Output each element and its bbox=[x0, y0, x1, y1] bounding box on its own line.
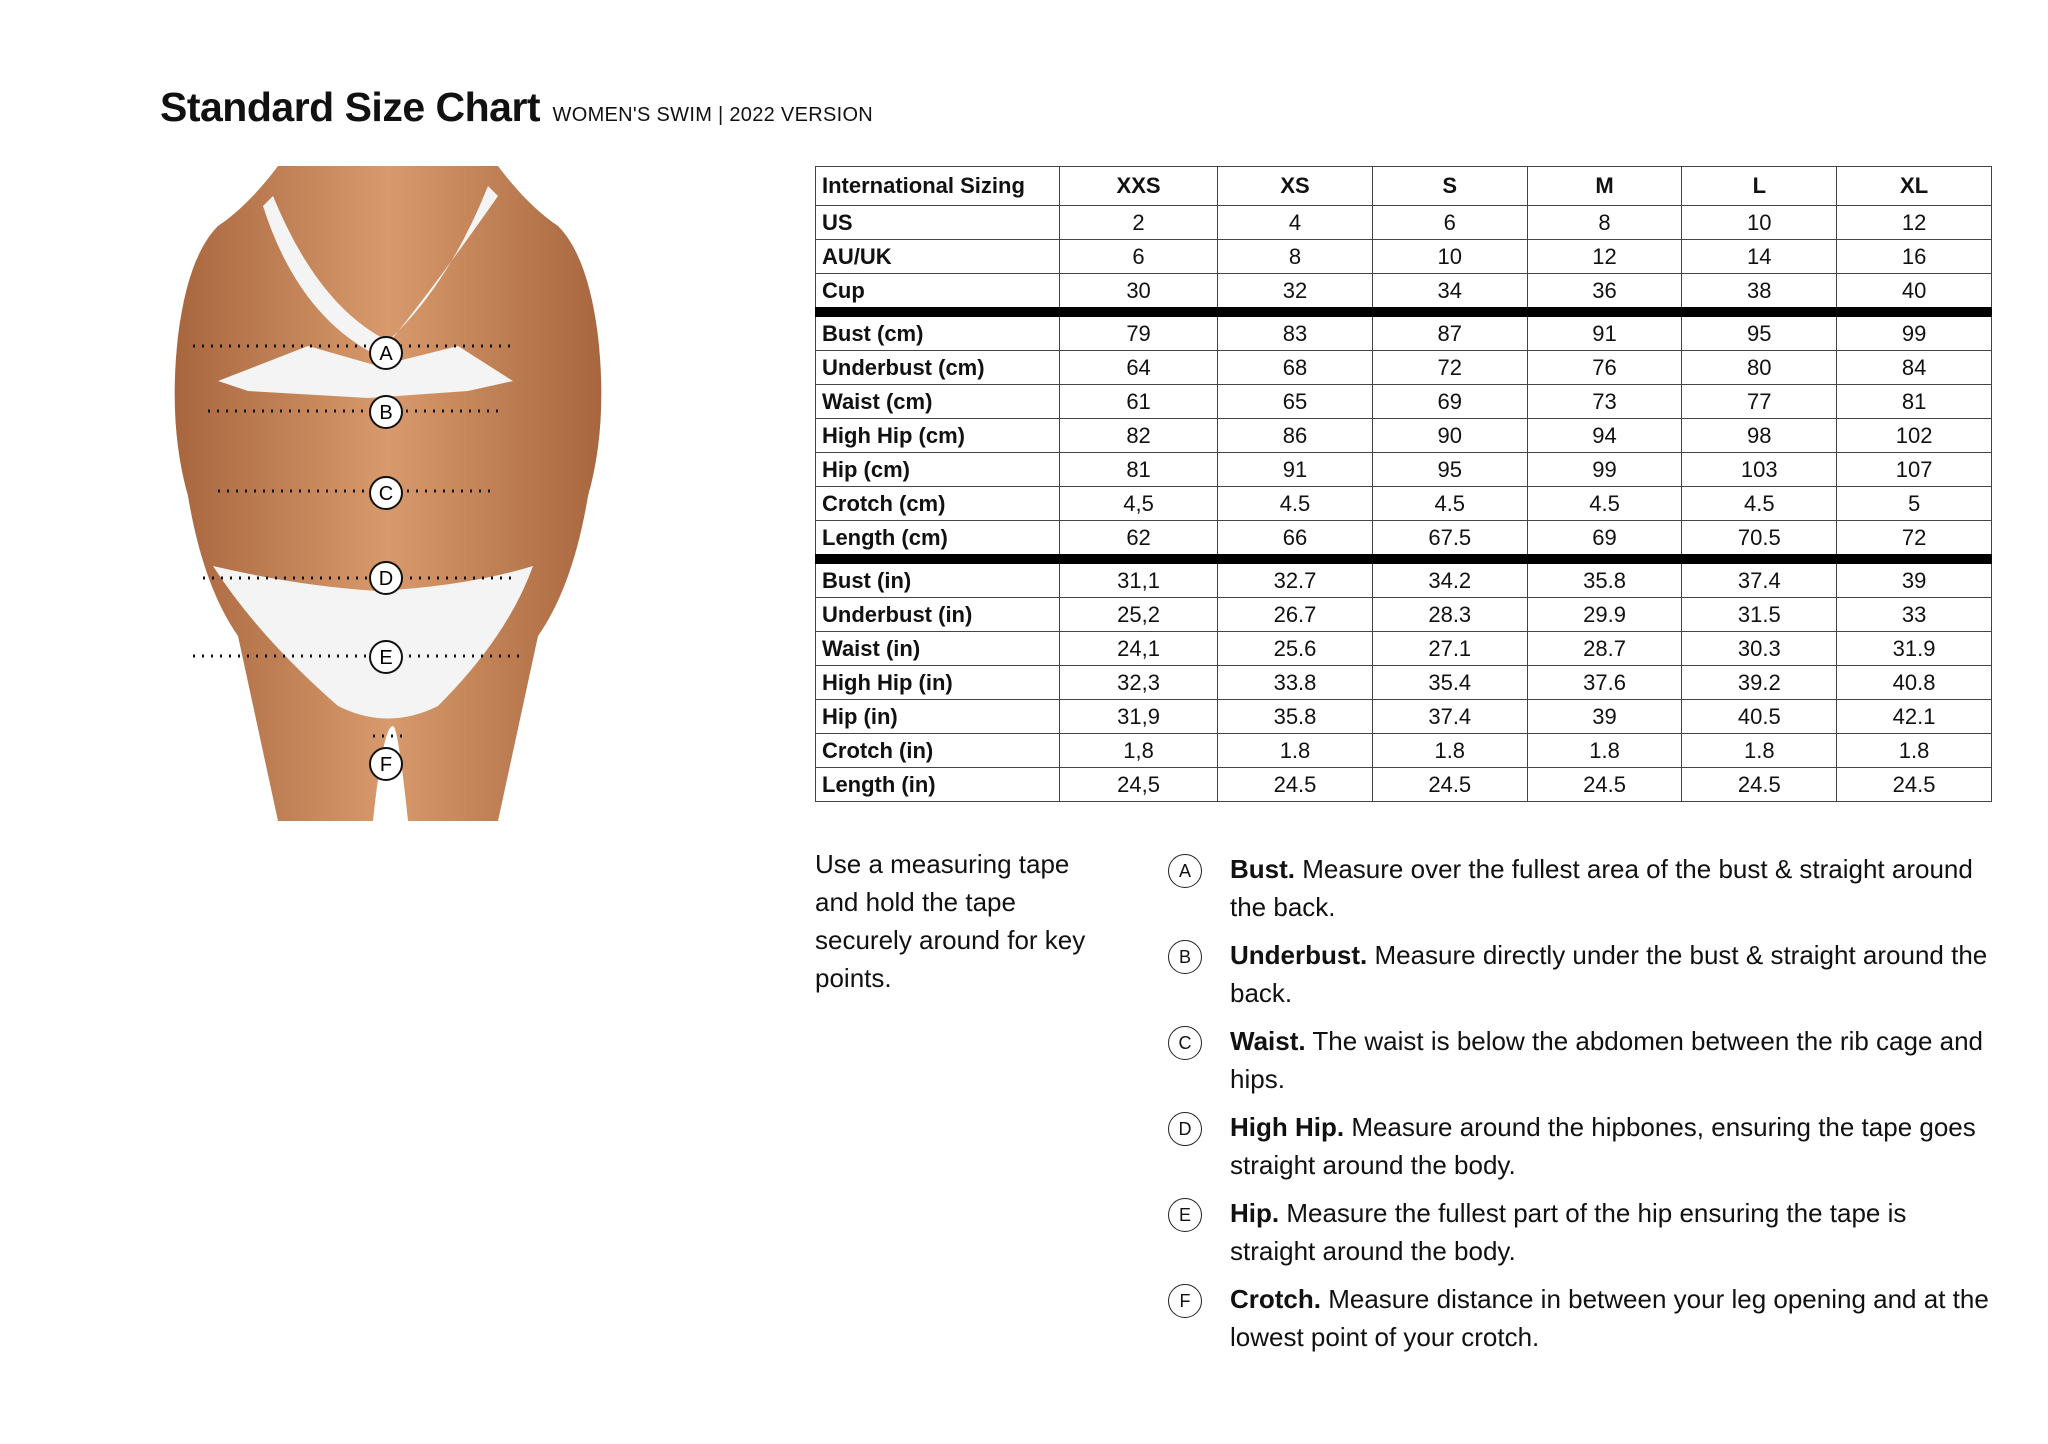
table-cell: 31,1 bbox=[1060, 559, 1218, 598]
table-cell: 35.8 bbox=[1527, 559, 1682, 598]
legend-item bbox=[1168, 850, 1998, 926]
table-cell: 81 bbox=[1837, 385, 1992, 419]
table-cell: 83 bbox=[1218, 312, 1373, 351]
svg-text:E: E bbox=[379, 647, 393, 669]
table-cell: 99 bbox=[1837, 312, 1992, 351]
legend-text: Measure distance in between your leg opening and at the lowest point of your crotch. bbox=[1230, 1284, 1989, 1352]
table-row bbox=[816, 274, 1992, 313]
marker-circle-icon: A bbox=[1168, 854, 1202, 888]
row-label: Length (cm) bbox=[816, 521, 1060, 560]
table-row bbox=[816, 559, 1992, 598]
row-label: Waist (in) bbox=[816, 632, 1060, 666]
table-cell: 40.8 bbox=[1837, 666, 1992, 700]
table-row bbox=[816, 734, 1992, 768]
column-header: XXS bbox=[1060, 167, 1218, 206]
title-subtitle: WOMEN'S SWIM | 2022 VERSION bbox=[552, 104, 874, 126]
row-label: Waist (cm) bbox=[816, 385, 1060, 419]
row-label: Bust (in) bbox=[816, 559, 1060, 598]
svg-text:B: B bbox=[379, 402, 393, 424]
legend-text: The waist is below the abdomen between the rib cage and hips. bbox=[1230, 1026, 1984, 1094]
legend-text: Measure around the hipbones, ensuring the tape goes straight around the body. bbox=[1230, 1112, 1976, 1180]
table-cell: 98 bbox=[1682, 419, 1837, 453]
marker-d bbox=[370, 562, 402, 594]
row-label: Hip (in) bbox=[816, 700, 1060, 734]
table-row bbox=[816, 351, 1992, 385]
row-label: Bust (cm) bbox=[816, 312, 1060, 351]
table-cell: 66 bbox=[1218, 521, 1373, 560]
table-cell: 31,9 bbox=[1060, 700, 1218, 734]
table-cell: 37.4 bbox=[1372, 700, 1527, 734]
table-cell: 62 bbox=[1060, 521, 1218, 560]
table-cell: 16 bbox=[1837, 240, 1992, 274]
table-cell: 82 bbox=[1060, 419, 1218, 453]
marker-b bbox=[370, 396, 402, 428]
table-cell: 79 bbox=[1060, 312, 1218, 351]
table-cell: 38 bbox=[1682, 274, 1837, 313]
legend-term: Bust. bbox=[1230, 854, 1295, 884]
table-cell: 90 bbox=[1372, 419, 1527, 453]
legend-term: Crotch. bbox=[1230, 1284, 1321, 1314]
table-cell: 39 bbox=[1527, 700, 1682, 734]
table-cell: 1,8 bbox=[1060, 734, 1218, 768]
table-cell: 84 bbox=[1837, 351, 1992, 385]
table-cell: 65 bbox=[1218, 385, 1373, 419]
table-cell: 30.3 bbox=[1682, 632, 1837, 666]
table-cell: 1.8 bbox=[1218, 734, 1373, 768]
table-cell: 103 bbox=[1682, 453, 1837, 487]
table-header-row bbox=[816, 167, 1992, 206]
table-cell: 61 bbox=[1060, 385, 1218, 419]
table-cell: 35.4 bbox=[1372, 666, 1527, 700]
table-cell: 24,5 bbox=[1060, 768, 1218, 802]
table-cell: 1.8 bbox=[1837, 734, 1992, 768]
column-header: M bbox=[1527, 167, 1682, 206]
svg-text:C: C bbox=[378, 483, 394, 505]
table-cell: 4,5 bbox=[1060, 487, 1218, 521]
table-cell: 24,1 bbox=[1060, 632, 1218, 666]
table-row bbox=[816, 312, 1992, 351]
marker-c bbox=[370, 477, 402, 509]
legend-text: Measure over the fullest area of the bust & straight around the back. bbox=[1230, 854, 1973, 922]
table-row bbox=[816, 240, 1992, 274]
table-cell: 40 bbox=[1837, 274, 1992, 313]
table-cell: 70.5 bbox=[1682, 521, 1837, 560]
table-cell: 91 bbox=[1218, 453, 1373, 487]
column-header: International Sizing bbox=[816, 167, 1060, 206]
table-row bbox=[816, 419, 1992, 453]
legend-item bbox=[1168, 936, 1998, 1012]
table-cell: 94 bbox=[1527, 419, 1682, 453]
table-cell: 99 bbox=[1527, 453, 1682, 487]
table-cell: 12 bbox=[1527, 240, 1682, 274]
table-cell: 2 bbox=[1060, 206, 1218, 240]
table-cell: 95 bbox=[1372, 453, 1527, 487]
column-header: S bbox=[1372, 167, 1527, 206]
table-cell: 33 bbox=[1837, 598, 1992, 632]
column-header: XL bbox=[1837, 167, 1992, 206]
table-cell: 32,3 bbox=[1060, 666, 1218, 700]
table-cell: 72 bbox=[1372, 351, 1527, 385]
marker-circle-icon: C bbox=[1168, 1026, 1202, 1060]
table-cell: 40.5 bbox=[1682, 700, 1837, 734]
table-cell: 73 bbox=[1527, 385, 1682, 419]
legend-item bbox=[1168, 1022, 1998, 1098]
table-row bbox=[816, 385, 1992, 419]
table-cell: 4.5 bbox=[1682, 487, 1837, 521]
table-cell: 107 bbox=[1837, 453, 1992, 487]
table-cell: 10 bbox=[1372, 240, 1527, 274]
table-cell: 31.9 bbox=[1837, 632, 1992, 666]
table-cell: 39 bbox=[1837, 559, 1992, 598]
marker-circle-icon: F bbox=[1168, 1284, 1202, 1318]
legend-item bbox=[1168, 1194, 1998, 1270]
table-row bbox=[816, 768, 1992, 802]
table-cell: 31.5 bbox=[1682, 598, 1837, 632]
table-cell: 87 bbox=[1372, 312, 1527, 351]
table-cell: 37.4 bbox=[1682, 559, 1837, 598]
table-cell: 69 bbox=[1527, 521, 1682, 560]
table-cell: 34 bbox=[1372, 274, 1527, 313]
table-cell: 5 bbox=[1837, 487, 1992, 521]
column-header: XS bbox=[1218, 167, 1373, 206]
table-cell: 39.2 bbox=[1682, 666, 1837, 700]
table-cell: 86 bbox=[1218, 419, 1373, 453]
svg-text:D: D bbox=[378, 568, 394, 590]
table-cell: 42.1 bbox=[1837, 700, 1992, 734]
title-main: Standard Size Chart bbox=[160, 84, 541, 130]
table-cell: 24.5 bbox=[1218, 768, 1373, 802]
marker-a bbox=[370, 337, 402, 369]
table-cell: 25.6 bbox=[1218, 632, 1373, 666]
table-cell: 95 bbox=[1682, 312, 1837, 351]
table-row bbox=[816, 487, 1992, 521]
table-cell: 102 bbox=[1837, 419, 1992, 453]
row-label: High Hip (in) bbox=[816, 666, 1060, 700]
intro-text: Use a measuring tape and hold the tape securely around for key points. bbox=[815, 849, 1086, 993]
marker-f bbox=[370, 748, 402, 780]
legend-term: Underbust. bbox=[1230, 940, 1368, 970]
table-row bbox=[816, 598, 1992, 632]
table-cell: 8 bbox=[1218, 240, 1373, 274]
row-label: Crotch (cm) bbox=[816, 487, 1060, 521]
table-cell: 24.5 bbox=[1682, 768, 1837, 802]
table-cell: 1.8 bbox=[1682, 734, 1837, 768]
table-cell: 81 bbox=[1060, 453, 1218, 487]
table-cell: 64 bbox=[1060, 351, 1218, 385]
table-cell: 24.5 bbox=[1837, 768, 1992, 802]
row-label: Crotch (in) bbox=[816, 734, 1060, 768]
marker-e bbox=[370, 641, 402, 673]
row-label: Length (in) bbox=[816, 768, 1060, 802]
row-label: Cup bbox=[816, 274, 1060, 313]
table-cell: 33.8 bbox=[1218, 666, 1373, 700]
row-label: AU/UK bbox=[816, 240, 1060, 274]
row-label: Underbust (cm) bbox=[816, 351, 1060, 385]
row-label: US bbox=[816, 206, 1060, 240]
legend-term: High Hip. bbox=[1230, 1112, 1345, 1142]
table-cell: 28.3 bbox=[1372, 598, 1527, 632]
table-row bbox=[816, 700, 1992, 734]
table-cell: 24.5 bbox=[1527, 768, 1682, 802]
table-row bbox=[816, 632, 1992, 666]
table-cell: 35.8 bbox=[1218, 700, 1373, 734]
legend-item bbox=[1168, 1108, 1998, 1184]
svg-text:A: A bbox=[379, 343, 393, 365]
column-header: L bbox=[1682, 167, 1837, 206]
table-row bbox=[816, 666, 1992, 700]
table-cell: 14 bbox=[1682, 240, 1837, 274]
row-label: High Hip (cm) bbox=[816, 419, 1060, 453]
legend-item bbox=[1168, 1280, 1998, 1356]
table-cell: 12 bbox=[1837, 206, 1992, 240]
row-label: Hip (cm) bbox=[816, 453, 1060, 487]
table-cell: 28.7 bbox=[1527, 632, 1682, 666]
legend-term: Hip. bbox=[1230, 1198, 1280, 1228]
table-cell: 36 bbox=[1527, 274, 1682, 313]
table-cell: 29.9 bbox=[1527, 598, 1682, 632]
table-cell: 67.5 bbox=[1372, 521, 1527, 560]
page-title bbox=[160, 84, 873, 131]
table-cell: 37.6 bbox=[1527, 666, 1682, 700]
table-cell: 68 bbox=[1218, 351, 1373, 385]
table-cell: 10 bbox=[1682, 206, 1837, 240]
table-cell: 6 bbox=[1060, 240, 1218, 274]
table-cell: 30 bbox=[1060, 274, 1218, 313]
table-row bbox=[816, 206, 1992, 240]
measurement-legend bbox=[1168, 850, 1998, 1366]
table-cell: 80 bbox=[1682, 351, 1837, 385]
marker-circle-icon: E bbox=[1168, 1198, 1202, 1232]
table-cell: 32 bbox=[1218, 274, 1373, 313]
table-cell: 1.8 bbox=[1527, 734, 1682, 768]
model-figure bbox=[168, 166, 608, 821]
table-cell: 34.2 bbox=[1372, 559, 1527, 598]
table-cell: 69 bbox=[1372, 385, 1527, 419]
legend-text: Measure the fullest part of the hip ensuring the tape is straight around the body. bbox=[1230, 1198, 1907, 1266]
table-row bbox=[816, 453, 1992, 487]
table-cell: 77 bbox=[1682, 385, 1837, 419]
table-cell: 25,2 bbox=[1060, 598, 1218, 632]
svg-text:F: F bbox=[379, 754, 393, 776]
marker-circle-icon: D bbox=[1168, 1112, 1202, 1146]
table-cell: 4.5 bbox=[1527, 487, 1682, 521]
marker-circle-icon: B bbox=[1168, 940, 1202, 974]
table-cell: 24.5 bbox=[1372, 768, 1527, 802]
table-row bbox=[816, 521, 1992, 560]
table-cell: 4 bbox=[1218, 206, 1373, 240]
row-label: Underbust (in) bbox=[816, 598, 1060, 632]
table-cell: 76 bbox=[1527, 351, 1682, 385]
table-cell: 26.7 bbox=[1218, 598, 1373, 632]
size-chart-table bbox=[815, 166, 1992, 802]
table-cell: 91 bbox=[1527, 312, 1682, 351]
table-cell: 72 bbox=[1837, 521, 1992, 560]
table-cell: 8 bbox=[1527, 206, 1682, 240]
table-cell: 4.5 bbox=[1372, 487, 1527, 521]
table-cell: 1.8 bbox=[1372, 734, 1527, 768]
table-cell: 32.7 bbox=[1218, 559, 1373, 598]
table-cell: 6 bbox=[1372, 206, 1527, 240]
table-cell: 4.5 bbox=[1218, 487, 1373, 521]
table-cell: 27.1 bbox=[1372, 632, 1527, 666]
legend-text: Measure directly under the bust & straight around the back. bbox=[1230, 940, 1988, 1008]
legend-term: Waist. bbox=[1230, 1026, 1306, 1056]
